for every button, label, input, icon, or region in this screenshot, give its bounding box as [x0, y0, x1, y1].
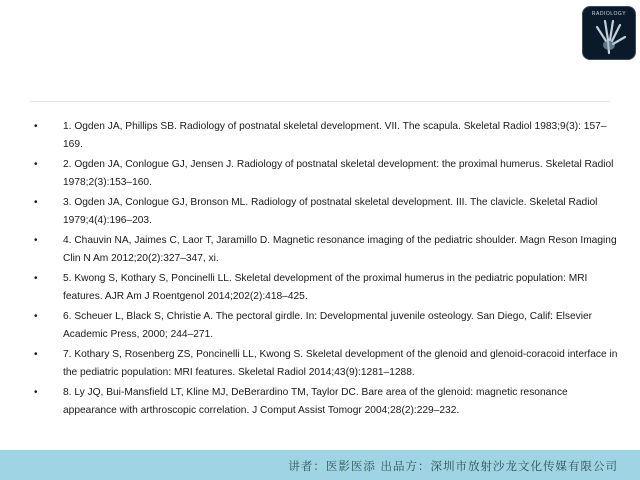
reference-list	[34, 118, 624, 422]
footer-credits: 讲者：医影医添 出品方：深圳市放射沙龙文化传媒有限公司	[288, 459, 618, 473]
bullet: •	[34, 159, 38, 170]
reference-item	[34, 346, 624, 381]
bullet: •	[34, 273, 38, 284]
reference-text: 2. Ogden JA, Conlogue GJ, Jensen J. Radiology of postnatal skeletal development: the proximal humerus. Skeletal Radiol 1978;2(3):153–160.	[63, 159, 614, 188]
header-divider	[30, 101, 610, 102]
reference-item	[34, 232, 624, 267]
logo-text: RADIOLOGY	[591, 11, 627, 17]
reference-text: 8. Ly JQ, Bui-Mansfield LT, Kline MJ, DeBerardino TM, Taylor DC. Bare area of the glenoid: magnetic resonance appearance with arthroscopic correlation. J Comput Assist Tomogr 2004;28(2):229–232.	[63, 387, 568, 416]
reference-text: 1. Ogden JA, Phillips SB. Radiology of postnatal skeletal development. VII. The scapula. Skeletal Radiol 1983;9(3): 157–169.	[63, 121, 607, 150]
bullet: •	[34, 235, 38, 246]
bullet: •	[34, 197, 38, 208]
reference-item	[34, 384, 624, 419]
footer-bar	[0, 450, 640, 480]
reference-text: 6. Scheuer L, Black S, Christie A. The pectoral girdle. In: Developmental juvenile osteology. San Diego, Calif: Elsevier Academic Press, 2000; 244–271.	[63, 311, 593, 340]
hand-xray-icon	[583, 7, 635, 59]
bullet: •	[34, 121, 38, 132]
bullet: •	[34, 311, 38, 322]
bullet: •	[34, 387, 38, 398]
reference-text: 4. Chauvin NA, Jaimes C, Laor T, Jaramillo D. Magnetic resonance imaging of the pediatric shoulder. Magn Reson Imaging Clin N Am 2012;20(2):327–347, xi.	[63, 235, 617, 264]
radiology-logo	[582, 6, 636, 60]
reference-item	[34, 156, 624, 191]
bullet: •	[34, 349, 38, 360]
reference-text: 7. Kothary S, Rosenberg ZS, Poncinelli LL, Kwong S. Skeletal development of the glenoid and glenoid-coracoid interface in the pediatric population: MRI features. Skeletal Radiol 2014;43(9):1281–1288.	[63, 349, 618, 378]
reference-item	[34, 194, 624, 229]
reference-text: 5. Kwong S, Kothary S, Poncinelli LL. Skeletal development of the proximal humerus in the pediatric population: MRI features. AJR Am J Roentgenol 2014;202(2):418–425.	[63, 273, 588, 302]
reference-item	[34, 118, 624, 153]
reference-item	[34, 270, 624, 305]
reference-text: 3. Ogden JA, Conlogue GJ, Bronson ML. Radiology of postnatal skeletal development. III. The clavicle. Skeletal Radiol 1979;4(4):196–203.	[63, 197, 598, 226]
reference-item	[34, 308, 624, 343]
